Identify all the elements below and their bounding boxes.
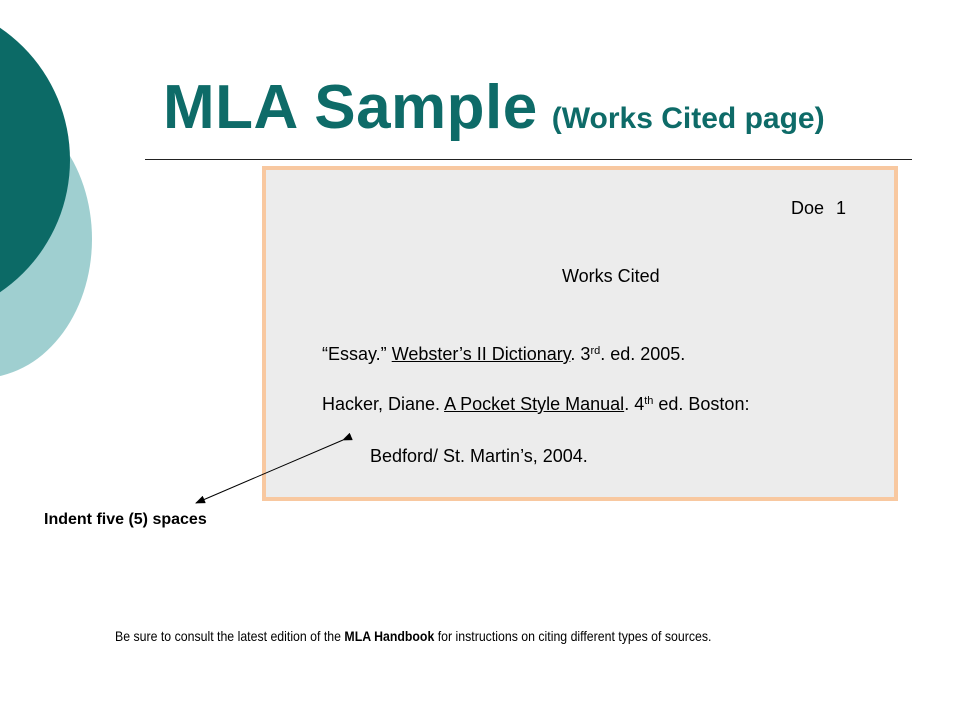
citation-2-source: A Pocket Style Manual <box>444 394 625 414</box>
page-header-number: 1 <box>836 198 847 218</box>
indent-annotation: Indent five (5) spaces <box>44 511 207 528</box>
citation-2-rest: ed. Boston: <box>653 394 750 414</box>
citation-1-rest: . ed. 2005. <box>600 344 686 364</box>
footer-text-after: for instructions on citing different types of sources. <box>434 628 712 644</box>
indent-arrow-line <box>196 440 343 503</box>
slide-title-main: MLA Sample <box>163 73 538 142</box>
works-cited-heading: Works Cited <box>562 266 660 286</box>
citation-entry-2-continuation: Bedford/ St. Martin’s, 2004. <box>370 446 588 466</box>
footer-handbook-title: MLA Handbook <box>344 628 435 644</box>
citation-1-title: “Essay.” <box>322 344 387 364</box>
citation-1-source: Webster’s II Dictionary <box>391 344 571 364</box>
citation-2-author: Hacker, Diane. <box>322 394 441 414</box>
citation-2-edition: . 4 <box>624 394 645 414</box>
citation-1-edition: . 3 <box>570 344 591 364</box>
footer-note <box>115 628 711 644</box>
citation-1-edition-suffix: rd <box>590 345 601 357</box>
page-header-name: Doe <box>791 198 825 218</box>
footer-text-before: Be sure to consult the latest edition of the <box>115 628 345 644</box>
citation-2-edition-suffix: th <box>644 395 654 407</box>
slide-title-sub: (Works Cited page) <box>551 102 825 135</box>
